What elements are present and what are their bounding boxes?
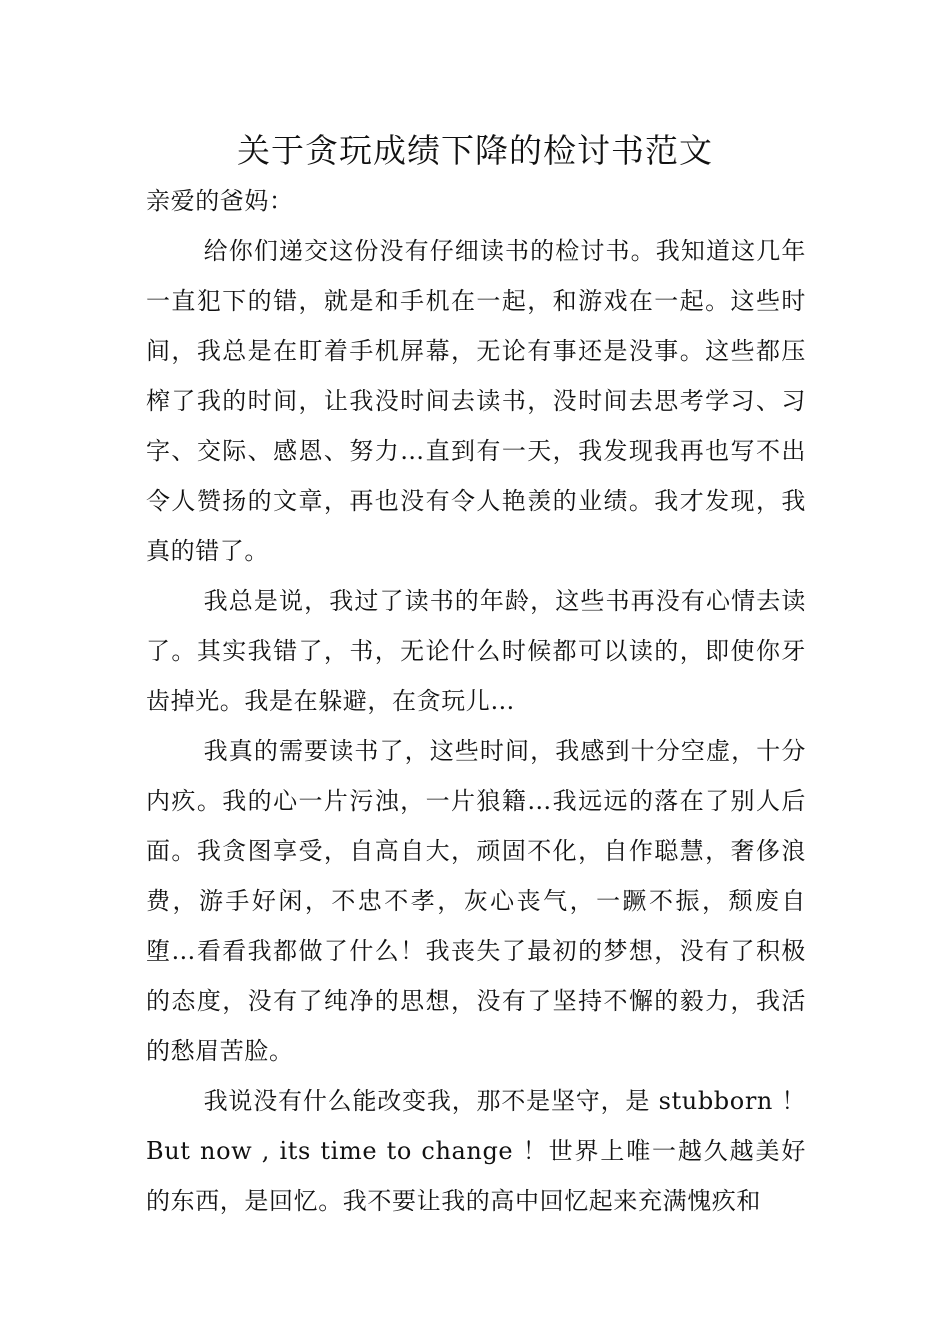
paragraph-3: 我真的需要读书了，这些时间，我感到十分空虚，十分内疚。我的心一片污浊，一片狼籍…我远远的落在了别人后面。我贪图享受，自高自大，顽固不化，自作聪慧，奢侈浪费，游手好闲，不忠不孝，灰心丧气，一蹶不振，颓废自堕…看看我都做了什么！我丧失了最初的梦想，没有了积极的态度，没有了纯净的思想，没有了坚持不懈的毅力，我活的愁眉苦脸。 [146, 737, 806, 1065]
paragraph-1: 给你们递交这份没有仔细读书的检讨书。我知道这几年一直犯下的错，就是和手机在一起，和游戏在一起。这些时间，我总是在盯着手机屏幕，无论有事还是没事。这些都压榨了我的时间，让我没时间去读书，没时间去思考学习、习字、交际、感恩、努力…直到有一天，我发现我再也写不出令人赞扬的文章，再也没有令人艳羡的业绩。我才发现，我真的错了。 [146, 237, 806, 565]
document-title: 关于贪玩成绩下降的检讨书范文 [237, 131, 713, 170]
paragraph-2: 我总是说，我过了读书的年龄，这些书再没有心情去读了。其实我错了，书，无论什么时候都可以读的，即使你牙齿掉光。我是在躲避，在贪玩儿… [146, 587, 806, 715]
document-body [146, 176, 806, 1226]
salutation: 亲爱的爸妈： [146, 187, 294, 215]
paragraph-4: 我说没有什么能改变我，那不是坚守，是 stubborn ！ But now , its time to change ！世界上唯一越久越美好的东西，是回忆。我不要让我的高中回忆起来充满愧疚和 [146, 1087, 806, 1215]
